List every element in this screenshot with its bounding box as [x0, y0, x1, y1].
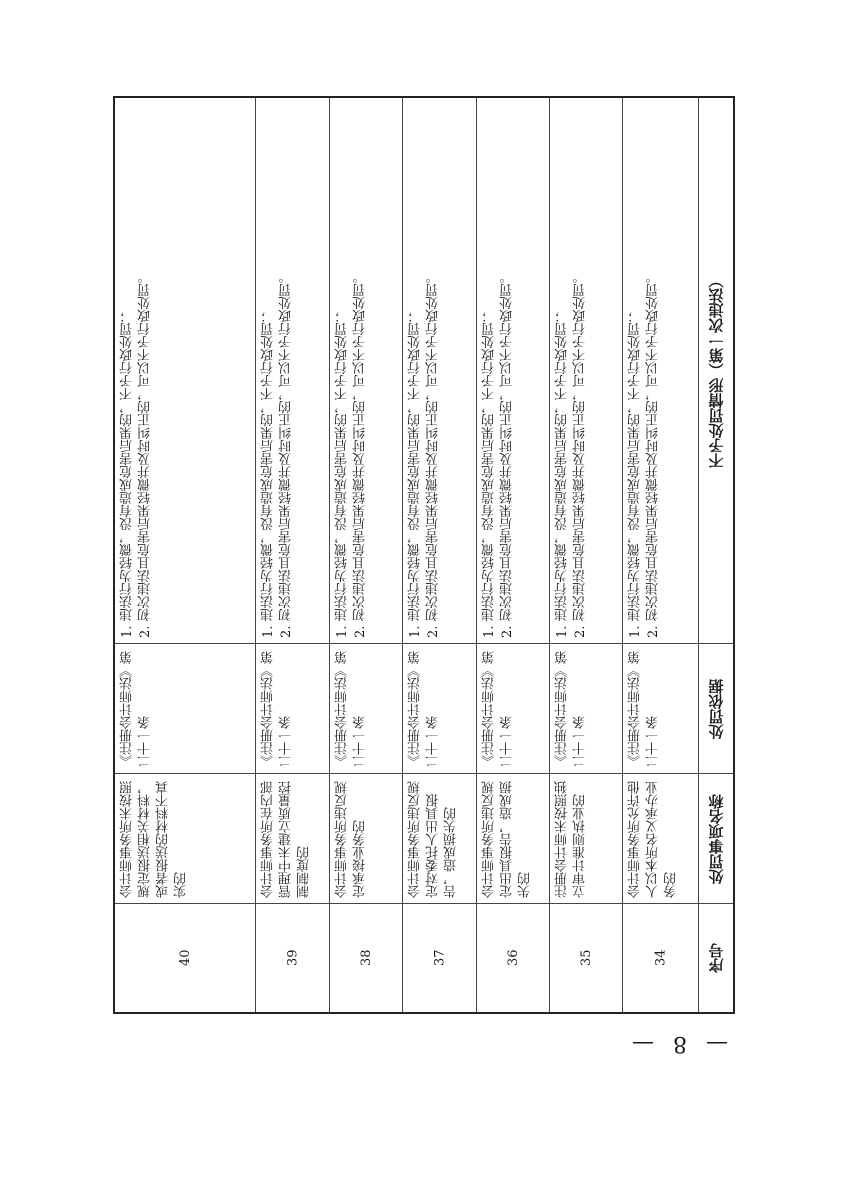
content-line: 2. 初次违法且危害后果轻微并及时纠正的，可以不予行政处罚。	[500, 270, 515, 638]
content-line: 2. 初次违法且危害后果轻微并及时纠正的，可以不予行政处罚。	[573, 270, 588, 638]
content-line: 2. 初次违法且危害后果轻微并及时纠正的，可以不予行政处罚。	[426, 270, 441, 638]
content-line: 2. 初次违法且危害后果轻微并及时纠正的，可以不予行政处罚。	[138, 270, 153, 638]
content-line: 1. 违法行为轻微，没有造成危害后果的，不予行政处罚；	[120, 309, 135, 638]
row-content	[550, 98, 623, 644]
row-content	[403, 98, 477, 644]
header-content: 不予处罚情形（第一次违法）	[707, 273, 726, 469]
row-item: 注册会计师未按照独立审计准则执业的	[555, 781, 588, 898]
content-line: 1. 违法行为轻微，没有造成危害后果的，不予行政处罚；	[408, 309, 423, 638]
penalty-table	[113, 96, 735, 1014]
header-basis: 处罚依据	[707, 679, 726, 739]
divider	[115, 643, 733, 644]
row-item: 会计师事务所违反规定出具报告，造成损失的	[482, 781, 533, 898]
row-number: 40	[178, 949, 193, 967]
header-item: 处罚事项名称	[707, 794, 726, 884]
row-number: 38	[359, 949, 374, 967]
content-line: 1. 违法行为轻微，没有造成危害后果的，不予行政处罚；	[335, 309, 350, 638]
row-item: 会计师事务所在内部管理中未建立质量控制制度的	[261, 781, 312, 898]
row-item: 会计师事务所违反规定对委托人出具报告，造成损失的	[408, 781, 459, 898]
content-line: 1. 违法行为轻微，没有造成危害后果的，不予行政处罚；	[482, 309, 497, 638]
content-line: 1. 违法行为轻微，没有造成危害后果的，不予行政处罚；	[261, 309, 276, 638]
page-number: — 8 —	[626, 1031, 728, 1056]
content-line: 2. 初次违法且危害后果轻微并及时纠正的，可以不予行政处罚。	[279, 270, 294, 638]
row-content	[330, 98, 403, 644]
row-basis: 《注册会计师法》第二十一条	[120, 651, 153, 768]
content-line: 1. 违法行为轻微，没有造成危害后果的，不予行政处罚；	[555, 309, 570, 638]
row-content	[256, 98, 330, 644]
divider	[115, 903, 733, 904]
row-basis: 《注册会计师法》第二十一条	[628, 651, 661, 768]
row-content	[477, 98, 550, 644]
row-number: 36	[506, 949, 521, 967]
row-item: 会计师事务所未按照规定报送相关材料，或者报送的材料不真实的	[120, 781, 189, 898]
row-number: 35	[579, 949, 594, 967]
row-content	[115, 98, 256, 644]
row-content	[623, 98, 699, 644]
row-item: 会计师事务所允许他人以本所名义承办业务的	[628, 781, 679, 898]
row-basis: 《注册会计师法》第二十一条	[335, 651, 368, 768]
row-item: 会计师事务所违反规定承接业务的	[335, 781, 368, 898]
divider	[115, 773, 733, 774]
content-line: 2. 初次违法且危害后果轻微并及时纠正的，可以不予行政处罚。	[646, 270, 661, 638]
header-number: 序号	[707, 943, 726, 973]
row-basis: 《注册会计师法》第二十一条	[408, 651, 441, 768]
row-basis: 《注册会计师法》第二十一条	[555, 651, 588, 768]
row-basis: 《注册会计师法》第二十一条	[261, 651, 294, 768]
row-number: 37	[432, 949, 448, 967]
content-line: 2. 初次违法且危害后果轻微并及时纠正的，可以不予行政处罚。	[353, 270, 368, 638]
row-number: 34	[653, 949, 669, 967]
content-line: 1. 违法行为轻微，没有造成危害后果的，不予行政处罚；	[628, 309, 643, 638]
row-number: 39	[285, 949, 301, 967]
row-basis: 《注册会计师法》第二十一条	[482, 651, 515, 768]
